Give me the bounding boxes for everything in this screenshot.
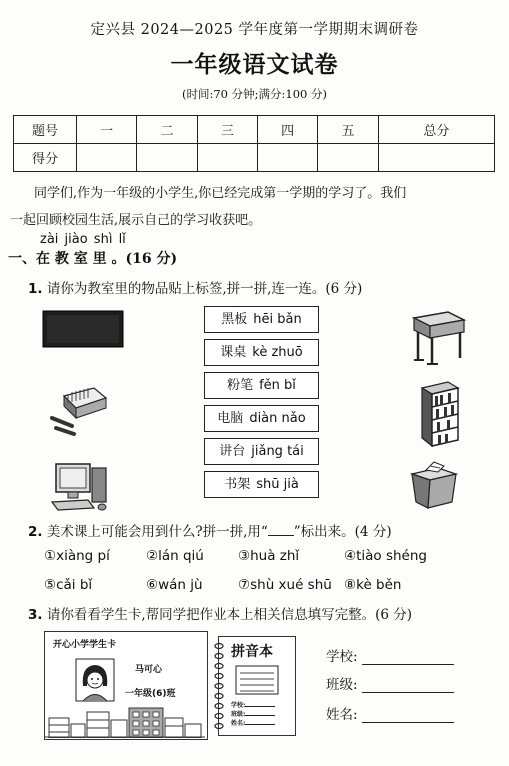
label-blackboard[interactable] — [204, 306, 319, 333]
choice-math-book[interactable]: ⑦shù xué shū — [238, 577, 332, 593]
question-text: 请你为教室里的物品贴上标签,拼一拼,连一连。(6 分) — [46, 281, 363, 297]
score-header-cell: 一 — [77, 116, 137, 144]
notebook-lines — [235, 665, 279, 695]
score-header-cell: 五 — [318, 116, 378, 144]
score-table-score-row — [14, 144, 495, 172]
field-class-label: 班级: — [326, 677, 358, 693]
question-1 — [28, 277, 362, 297]
question-3 — [28, 603, 412, 623]
spiral-binding-icon — [213, 641, 225, 731]
score-cell[interactable] — [197, 144, 257, 172]
score-cell[interactable] — [137, 144, 197, 172]
choice-textbook[interactable]: ⑧kè běn — [344, 577, 402, 593]
section-title: 一、在 教 室 里 。(16 分) — [8, 251, 178, 267]
question-number: 2. — [28, 524, 43, 540]
school-building-icon — [45, 704, 205, 738]
choice-drawing-paper[interactable]: ③huà zhǐ — [238, 548, 300, 564]
score-table-header-row — [14, 116, 495, 144]
label-chalk[interactable] — [204, 372, 319, 399]
card-grade: 一年级(6)班 — [125, 689, 176, 699]
choice-toy[interactable]: ⑥wán jù — [146, 577, 203, 593]
blank-line — [268, 523, 294, 536]
field-school-input[interactable] — [362, 650, 454, 665]
card-title: 开心小学学生卡 — [53, 640, 117, 650]
exam-title: 定兴县 2024—2025 学年度第一学期期末调研卷 — [90, 22, 419, 38]
question-number: 1. — [28, 281, 43, 297]
question-text: 请你看看学生卡,帮同学把作业本上相关信息填写完整。(6 分) — [46, 607, 413, 623]
score-cell[interactable] — [257, 144, 317, 172]
score-header-cell: 三 — [197, 116, 257, 144]
label-pinyin: jiǎng tái — [251, 444, 304, 459]
computer-icon — [48, 460, 112, 512]
section-pinyin: zài jiào shì lǐ — [40, 232, 126, 247]
field-name-label: 姓名: — [326, 707, 358, 723]
podium-icon — [408, 458, 460, 510]
choice-crayon[interactable]: ⑤cǎi bǐ — [44, 577, 93, 593]
question-number: 3. — [28, 607, 43, 623]
score-cell[interactable] — [378, 144, 494, 172]
field-school — [326, 645, 454, 665]
score-header-cell: 二 — [137, 116, 197, 144]
label-pinyin: hēi bǎn — [253, 312, 302, 327]
label-hanzi: 黑板 — [221, 312, 248, 327]
time-info: (时间:70 分钟;满分:100 分) — [182, 87, 327, 101]
choice-basketball[interactable]: ②lán qiú — [146, 548, 204, 564]
chalk-icon — [50, 378, 110, 436]
notebook-field-name: 姓名: — [231, 720, 246, 727]
label-pinyin: fěn bǐ — [259, 378, 296, 393]
student-photo — [75, 658, 115, 702]
student-card — [44, 631, 208, 740]
label-hanzi: 课桌 — [220, 345, 247, 360]
field-name — [326, 703, 454, 723]
intro-text — [10, 180, 500, 234]
label-hanzi: 书架 — [224, 477, 251, 492]
score-row-label: 得分 — [14, 144, 77, 172]
field-class-input[interactable] — [362, 678, 454, 693]
blackboard-icon — [42, 310, 124, 348]
label-hanzi: 电脑 — [217, 411, 244, 426]
label-computer[interactable] — [204, 405, 319, 432]
main-title: 一年级语文试卷 — [170, 51, 339, 78]
question-text-before: 美术课上可能会用到什么?拼一拼,用“ — [46, 524, 268, 540]
card-student-name: 马可心 — [135, 665, 163, 675]
pinyin-notebook — [218, 636, 296, 736]
label-desk[interactable] — [204, 339, 319, 366]
label-hanzi: 讲台 — [219, 444, 246, 459]
label-pinyin: kè zhuō — [252, 345, 303, 360]
question-text-after: ”标出来。(4 分) — [293, 524, 392, 540]
label-podium[interactable] — [204, 438, 319, 465]
intro-line-1: 同学们,作为一年级的小学生,你已经完成第一学期的学习了。我们 — [34, 186, 407, 201]
label-pinyin: shū jià — [256, 477, 299, 492]
score-header-cell: 四 — [257, 116, 317, 144]
field-class — [326, 673, 454, 693]
intro-line-2: 一起回顾校园生活,展示自己的学习收获吧。 — [10, 213, 262, 228]
score-header-cell: 总分 — [378, 116, 494, 144]
desk-icon — [408, 308, 466, 366]
label-bookshelf[interactable] — [204, 471, 319, 498]
choice-jump-rope[interactable]: ④tiào shéng — [344, 548, 427, 564]
score-cell[interactable] — [77, 144, 137, 172]
bookshelf-icon — [418, 380, 462, 448]
notebook-field-school: 学校: — [231, 702, 246, 709]
question-2 — [28, 520, 392, 540]
choice-eraser[interactable]: ①xiàng pí — [44, 548, 110, 564]
score-header-cell: 题号 — [14, 116, 77, 144]
field-school-label: 学校: — [326, 649, 358, 665]
score-cell[interactable] — [318, 144, 378, 172]
field-name-input[interactable] — [362, 708, 454, 723]
notebook-field-class: 班级: — [231, 711, 246, 718]
label-pinyin: diàn nǎo — [249, 411, 306, 426]
notebook-fields — [231, 701, 275, 728]
score-table — [13, 115, 495, 172]
notebook-title: 拼音本 — [231, 644, 273, 660]
label-hanzi: 粉笔 — [227, 378, 254, 393]
